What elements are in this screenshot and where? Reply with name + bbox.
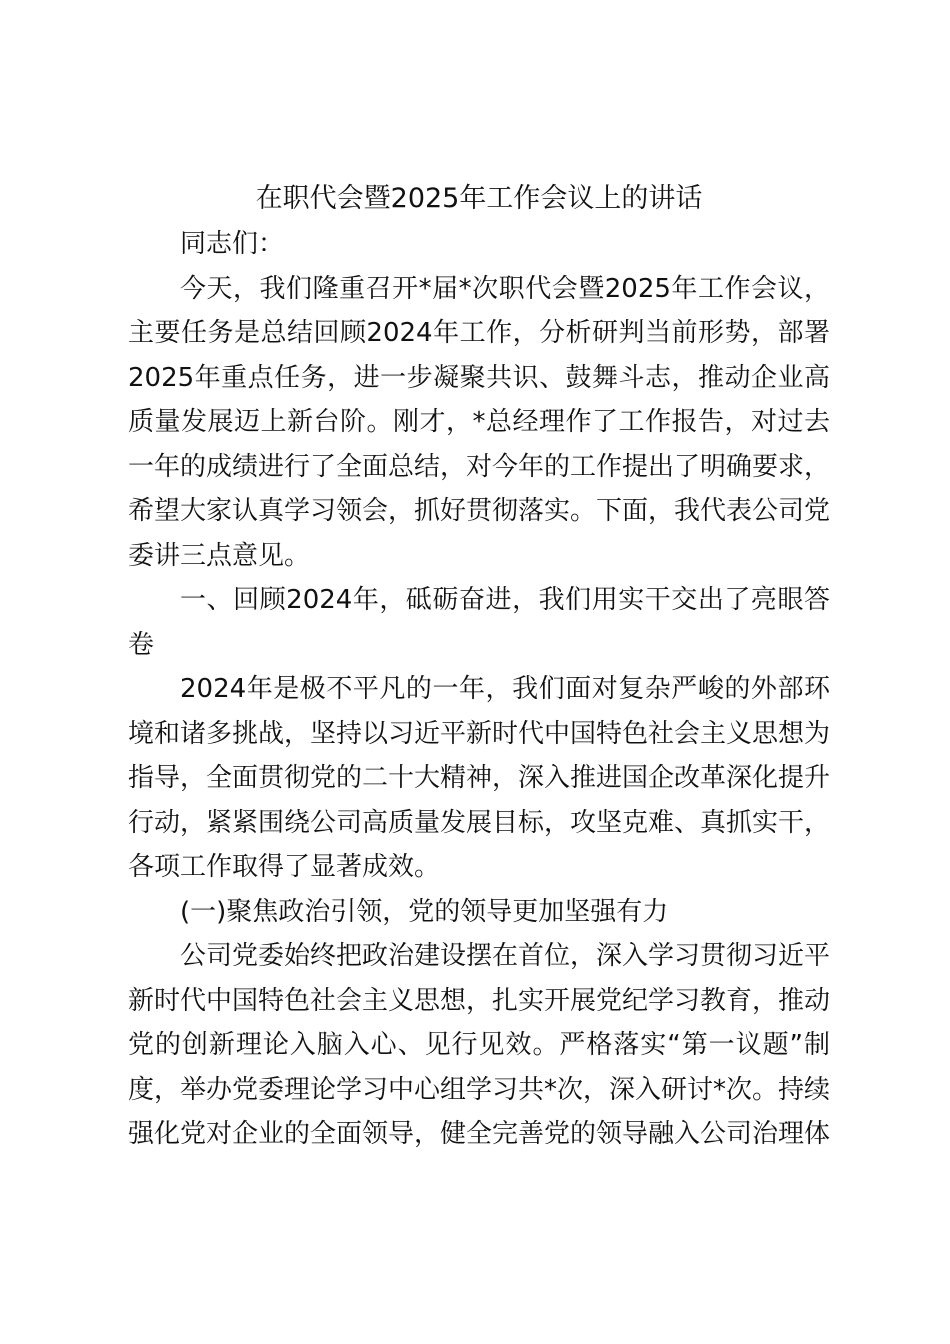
paragraph-review: 2024年是极不平凡的一年，我们面对复杂严峻的外部环境和诸多挑战，坚持以习近平新时代中国特色社会主义思想为指导，全面贯彻党的二十大精神，深入推进国企改革深化提升行动，紧紧围绕公司高质量发展目标，攻坚克难、真抓实干，各项工作取得了显著成效。 [128,674,831,882]
section-heading-1: 一、回顾2024年，砥砺奋进，我们用实干交出了亮眼答卷 [128,585,830,660]
salutation: 同志们： [180,229,285,259]
paragraph-political: 公司党委始终把政治建设摆在首位，深入学习贯彻习近平新时代中国特色社会主义思想，扎实开展党纪学习教育，推动党的创新理论入脑入心、见行见效。严格落实“第一议题”制度，举办党委理论学习中心组学习共*次，深入研讨*次。持续强化党对企业的全面领导，健全完善党的领导融入公司治理体 [128,941,831,1149]
subsection-heading-1: (一)聚焦政治引领，党的领导更加坚强有力 [180,896,669,927]
paragraph-opening: 今天，我们隆重召开*届*次职代会暨2025年工作会议，主要任务是总结回顾2024年工作，分析研判当前形势，部署2025年重点任务，进一步凝聚共识、鼓舞斗志，推动企业高质量发展迈上新台阶。刚才，*总经理作了工作报告，对过去一年的成绩进行了全面总结，对今年的工作提出了明确要求，希望大家认真学习领会，抓好贯彻落实。下面，我代表公司党委讲三点意见。 [128,273,831,571]
document-body [128,222,830,1157]
document-title: 在职代会暨2025年工作会议上的讲话 [255,183,703,214]
